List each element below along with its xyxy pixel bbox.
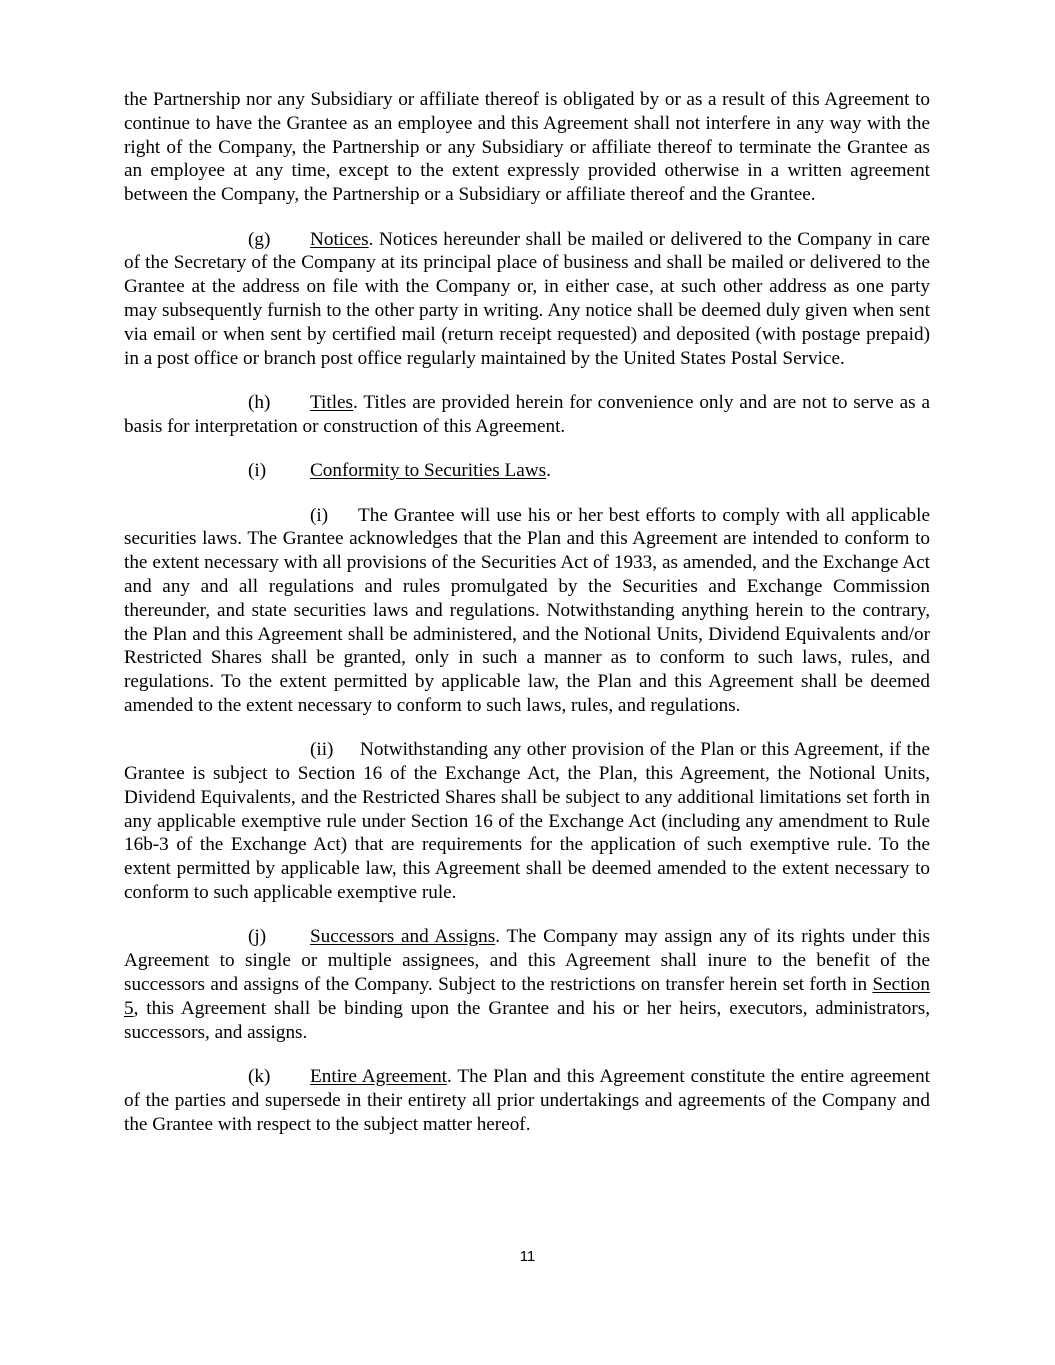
- section-i-conformity: (i) Conformity to Securities Laws.: [248, 460, 551, 482]
- section-h-titles: (h) Titles. Titles are provided herein for convenience only and are not to serve as a basis for interpretation or construction of this Agreement.: [124, 391, 930, 437]
- section-j-body-after: , this Agreement shall be binding upon the Grantee and his or her heirs, executors, administrators, successors, and assigns.: [124, 997, 930, 1043]
- section-g-body: Notices hereunder shall be mailed or delivered to the Company in care of the Secretary of the Company at its principal place of business and shall be mailed or delivered to the Grantee at the address on file with the Company or, in either case, at such other address as one party may subsequently furnish to the other party in writing. Any notice shall be deemed duly given when sent via email or when sent by certified mail (return receipt requested) and deposited (with postage prepaid) in a post office or branch post office regularly maintained by the United States Postal Service.: [124, 228, 930, 369]
- section-h-title: Titles: [310, 391, 354, 413]
- page-number: 11: [519, 1248, 536, 1265]
- section-h-body: Titles are provided herein for convenience only and are not to serve as a basis for interpretation or construction of this Agreement.: [124, 391, 930, 437]
- section-i-sub-ii-number: (ii): [310, 739, 334, 761]
- document-page: [124, 88, 930, 1157]
- section-5-reference: Section 5: [124, 974, 930, 1019]
- section-g-title: Notices: [310, 228, 369, 250]
- intro-paragraph: the Partnership nor any Subsidiary or affiliate thereof is obligated by or as a result of this Agreement to continue to have the Grantee as an employee and this Agreement shall not interfere in any way with the right of the Company, the Partnership or any Subsidiary or affiliate thereof to terminate the Grantee as an employee at any time, except to the extent expressly provided otherwise in a written agreement between the Company, the Partnership or a Subsidiary or affiliate thereof and the Grantee.: [124, 89, 930, 206]
- section-j-body-before: The Company may assign any of its rights under this Agreement to single or multiple assignees, and this Agreement shall inure to the benefit of the successors and assigns of the Company. Subject to the restrictions on transfer herein set forth in: [124, 926, 930, 996]
- section-g-notices: (g) Notices. Notices hereunder shall be mailed or delivered to the Company in care of the Secretary of the Company at its principal place of business and shall be mailed or delivered to the Grantee at the address on file with the Company or, in either case, at such other address as one party may subsequently furnish to the other party in writing. Any notice shall be deemed duly given when sent via email or when sent by certified mail (return receipt requested) and deposited (with postage prepaid) in a post office or branch post office regularly maintained by the United States Postal Service.: [124, 228, 930, 369]
- section-i-sub-ii-body: Notwithstanding any other provision of the Plan or this Agreement, if the Grantee is subject to Section 16 of the Exchange Act, the Plan, this Agreement, the Notional Units, Dividend Equivalents, and the Restricted Shares shall be subject to any additional limitations set forth in any applicable exemptive rule under Section 16 of the Exchange Act (including any amendment to Rule 16b-3 of the Exchange Act) that are requirements for the application of such exemptive rule. To the extent permitted by applicable law, this Agreement shall be deemed amended to the extent necessary to conform to such applicable exemptive rule.: [124, 739, 930, 904]
- section-g-number: (g): [248, 228, 271, 250]
- section-i-title: Conformity to Securities Laws: [310, 460, 547, 482]
- section-j-successors: (j) Successors and Assigns. The Company may assign any of its rights under this Agreement to single or multiple assignees, and this Agreement shall inure to the benefit of the successors and assigns of the Company. Subject to the restrictions on transfer herein set forth in Section 5, this Agreement shall be binding upon the Grantee and his or her heirs, executors, administrators, successors, and assigns.: [124, 926, 930, 1043]
- section-k-body: The Plan and this Agreement constitute the entire agreement of the parties and supersede in their entirety all prior undertakings and agreements of the Company and the Grantee with respect to the subject matter hereof.: [124, 1066, 931, 1135]
- section-h-number: (h): [248, 391, 271, 413]
- section-i-sub-i-number: (i): [310, 504, 329, 526]
- section-k-number: (k): [248, 1066, 271, 1088]
- section-i-sub-i: [124, 504, 930, 718]
- section-k-entire-agreement: (k) Entire Agreement. The Plan and this Agreement constitute the entire agreement of the parties and supersede in their entirety all prior undertakings and agreements of the Company and the Grantee with respect to the subject matter hereof.: [124, 1066, 931, 1135]
- section-j-title: Successors and Assigns: [310, 926, 496, 948]
- section-i-sub-ii: [124, 738, 930, 905]
- section-k-title: Entire Agreement: [310, 1066, 447, 1088]
- section-j-number: (j): [248, 926, 267, 948]
- section-i-sub-i-body: The Grantee will use his or her best efforts to comply with all applicable securities laws. The Grantee acknowledges that the Plan and this Agreement are intended to conform to the extent necessary with all provisions of the Securities Act of 1933, as amended, and the Exchange Act and any and all regulations and rules promulgated by the Securities and Exchange Commission thereunder, and state securities laws and regulations. Notwithstanding anything herein to the contrary, the Plan and this Agreement shall be administered, and the Notional Units, Dividend Equivalents and/or Restricted Shares shall be granted, only in such a manner as to conform to such laws, rules, and regulations. To the extent permitted by applicable law, the Plan and this Agreement shall be deemed amended to the extent necessary to conform to such laws, rules, and regulations.: [124, 504, 930, 716]
- section-i-number: (i): [248, 460, 267, 482]
